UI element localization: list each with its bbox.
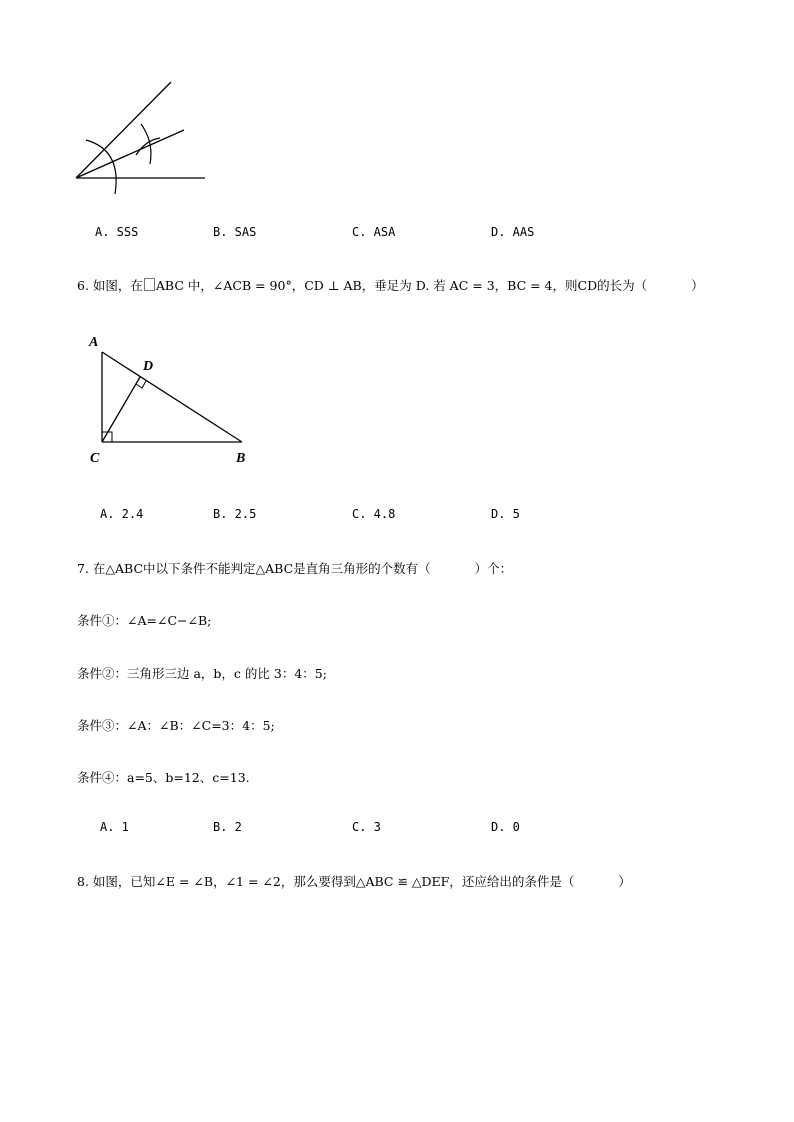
q7-option-a: A. 1 xyxy=(100,820,129,834)
q6-option-a: A. 2.4 xyxy=(100,507,144,521)
q7-condition-3: 条件③：∠A：∠B：∠C=3：4：5; xyxy=(77,718,275,733)
q7-condition-2: 条件②：三角形三边 a，b，c 的比 3：4：5; xyxy=(77,666,327,681)
q7-stem-end: ）个： xyxy=(474,561,513,576)
q7-option-b: B. 2 xyxy=(213,820,242,834)
q7-option-c: C. 3 xyxy=(352,820,381,834)
q6-stem-c: ） xyxy=(691,278,704,293)
angle-bisector-figure xyxy=(60,70,220,205)
q6-stem xyxy=(77,276,704,294)
q6-stem-a: 6. 如图，在 xyxy=(77,278,143,293)
q5-option-a: A. SSS xyxy=(95,225,139,239)
q5-option-c: C. ASA xyxy=(352,225,396,239)
label-d: D xyxy=(143,359,154,374)
q8-stem-end: ） xyxy=(618,874,631,889)
bisector-ray xyxy=(76,130,184,178)
q6-stem-b: ABC 中，∠ACB = 90°，CD ⊥ AB，垂足为 D. 若 AC = 3，BC = 4，则CD的长为（ xyxy=(155,278,648,293)
label-a: A xyxy=(89,335,99,350)
q7-stem xyxy=(77,559,512,577)
ray-upper xyxy=(76,82,171,178)
q7-option-d: D. 0 xyxy=(491,820,520,834)
q8-stem-text: 8. 如图，已知∠E = ∠B，∠1 = ∠2，那么要得到△ABC ≌ △DEF，还应给出的条件是（ xyxy=(77,874,575,889)
q7-stem-text: 7. 在△ABC中以下条件不能判定△ABC是直角三角形的个数有（ xyxy=(77,561,431,576)
label-b: B xyxy=(236,451,246,466)
q6-option-b: B. 2.5 xyxy=(213,507,257,521)
q8-stem xyxy=(77,872,631,890)
q7-condition-1: 条件①：∠A=∠C−∠B; xyxy=(77,613,212,628)
missing-glyph-box xyxy=(144,278,155,291)
q5-option-d: D. AAS xyxy=(491,225,535,239)
q6-option-d: D. 5 xyxy=(491,507,520,521)
q5-option-b: B. SAS xyxy=(213,225,257,239)
right-triangle-figure xyxy=(80,330,270,470)
q6-option-c: C. 4.8 xyxy=(352,507,396,521)
label-c: C xyxy=(90,451,100,466)
q7-condition-4: 条件④：a=5、b=12、c=13. xyxy=(77,770,250,785)
side-ab xyxy=(102,352,242,442)
